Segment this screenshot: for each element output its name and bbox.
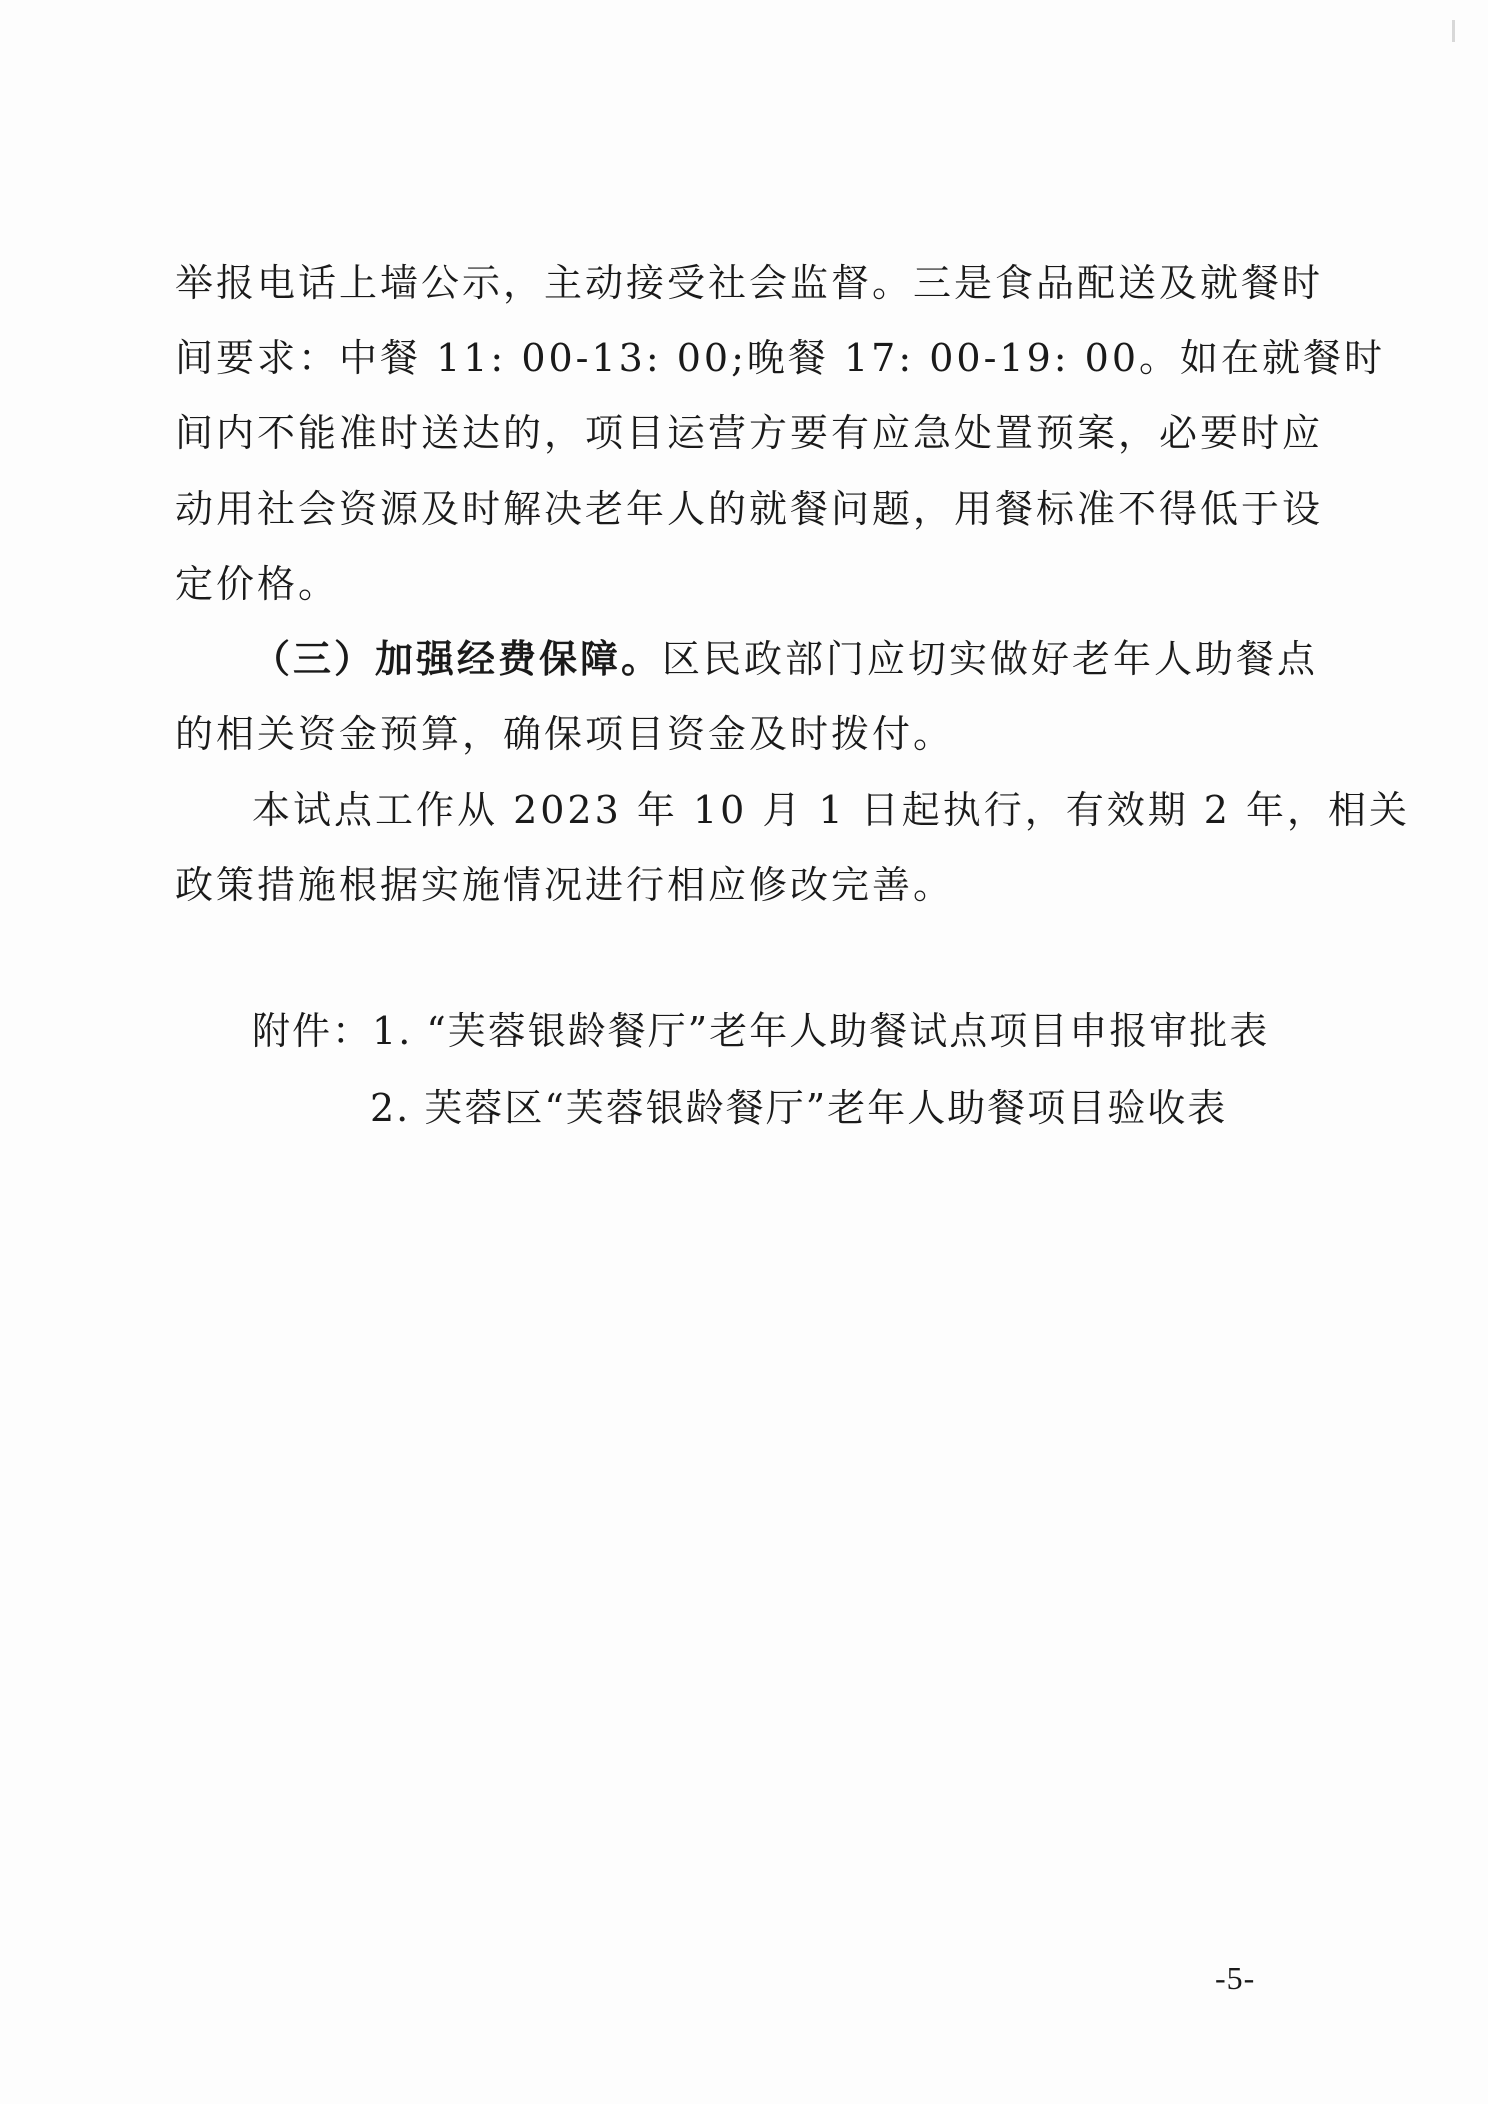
attachment-label: 附件： [252,1009,373,1053]
scan-artifact [1452,20,1455,42]
body-text-line: 间要求：中餐 11: 00-13: 00;晚餐 17: 00-19: 00。如在就餐时 [175,336,1385,380]
attachment-line-1 [252,1003,1269,1059]
body-text-line: 本试点工作从 2023 年 10 月 1 日起执行，有效期 2 年，相关 [252,788,1411,832]
page-number: -5- [1215,1960,1256,1996]
attachment-item: 2. 芙蓉区“芙蓉银龄餐厅”老年人助餐项目验收表 [370,1086,1228,1130]
body-text-line: 动用社会资源及时解决老年人的就餐问题，用餐标准不得低于设 [175,487,1324,531]
body-text-line: 间内不能准时送达的，项目运营方要有应急处置预案，必要时应 [175,411,1324,455]
body-text-line: 定价格。 [175,562,340,606]
body-text-line: 举报电话上墙公示，主动接受社会监督。三是食品配送及就餐时 [175,261,1324,305]
section-text: 区民政部门应切实做好老年人助餐点 [662,637,1319,681]
body-text-line: 政策措施根据实施情况进行相应修改完善。 [175,863,955,907]
section-paragraph-line [252,631,1319,687]
section-heading: （三）加强经费保障。 [252,636,663,681]
attachment-item: 1. “芙蓉银龄餐厅”老年人助餐试点项目申报审批表 [372,1009,1270,1053]
body-text-line: 的相关资金预算，确保项目资金及时拨付。 [175,712,955,756]
